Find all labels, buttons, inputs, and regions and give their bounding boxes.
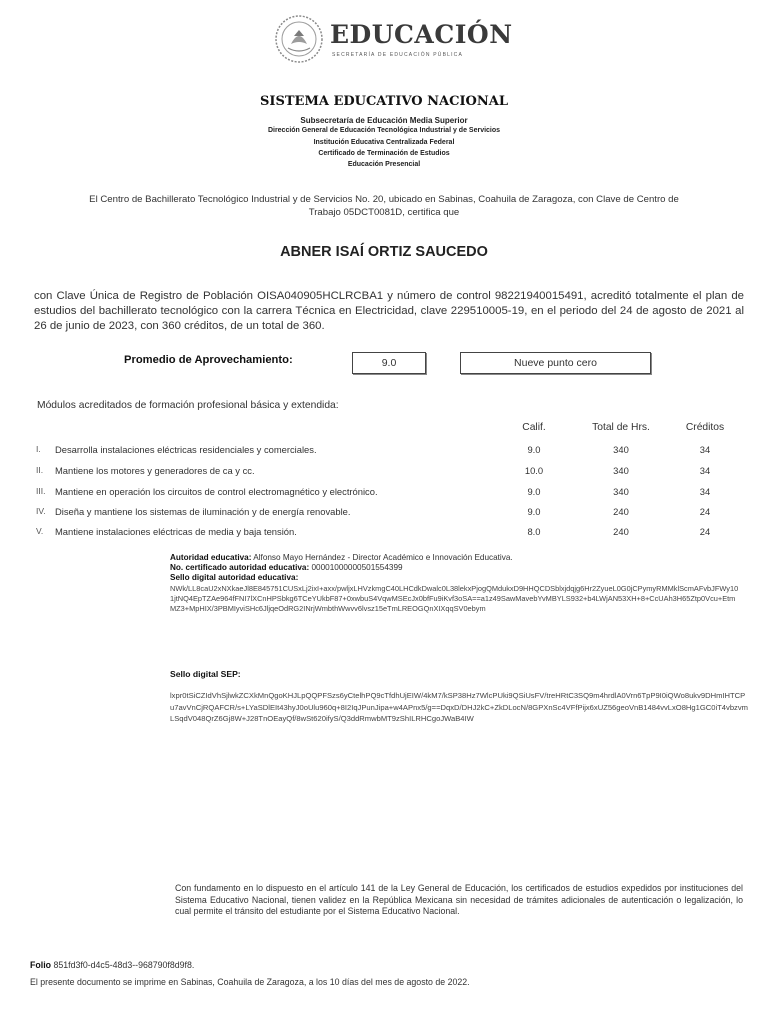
average-text-box: Nueve punto cero xyxy=(460,352,651,374)
module-grade: 9.0 xyxy=(527,506,541,517)
module-grade: 8.0 xyxy=(527,526,541,537)
print-statement: El presente documento se imprime en Sabinas, Coahuila de Zaragoza, a los 10 días del mes de agosto de 2022. xyxy=(30,977,470,987)
module-row xyxy=(0,526,768,546)
authority-block xyxy=(170,553,740,614)
header-line: Subsecretaría de Educación Media Superior xyxy=(300,116,468,125)
module-credits: 24 xyxy=(699,506,711,517)
module-name: Mantiene en operación los circuitos de control electromagnético y electrónico. xyxy=(55,486,378,497)
system-title: SISTEMA EDUCATIVO NACIONAL xyxy=(260,94,508,109)
legal-notice: Con fundamento en lo dispuesto en el artículo 141 de la Ley General de Educación, los certificados de estudios expedidos por instituciones del Sistema Educativo Nacional, tienen validez en la República Mexicana sin necesidad de trámites adicionales de autenticación o legalización, lo cual permite el tránsito del estudiante por el Sistema Educativo Nacional. xyxy=(175,883,743,917)
header-line: Institución Educativa Centralizada Federal xyxy=(313,139,455,146)
module-hours: 240 xyxy=(613,506,629,517)
brand-title: EDUCACIÓN xyxy=(330,20,513,49)
module-credits: 34 xyxy=(699,465,711,476)
module-hours: 340 xyxy=(613,465,629,476)
folio-label: Folio xyxy=(30,960,52,970)
national-seal-icon xyxy=(274,14,324,64)
module-name: Diseña y mantiene los sistemas de iluminación y de energía renovable. xyxy=(55,506,351,517)
average-label: Promedio de Aprovechamiento: xyxy=(124,354,293,366)
module-grade: 9.0 xyxy=(527,444,541,455)
module-row xyxy=(0,486,768,506)
module-number: V. xyxy=(36,526,44,536)
module-hours: 340 xyxy=(613,486,629,497)
column-header-calif: Calif. xyxy=(522,422,546,433)
module-number: II. xyxy=(36,465,44,475)
header-line: Educación Presencial xyxy=(347,161,421,168)
authority-line xyxy=(170,553,740,563)
authority-label: Autoridad educativa: xyxy=(170,553,252,562)
header-line: Certificado de Terminación de Estudios xyxy=(318,150,450,157)
header-line: Dirección General de Educación Tecnológica Industrial y de Servicios xyxy=(267,127,501,134)
column-header-credits: Créditos xyxy=(685,422,725,433)
module-number: I. xyxy=(36,444,41,454)
modules-title: Módulos acreditados de formación profesional básica y extendida: xyxy=(37,400,339,411)
module-name: Mantiene instalaciones eléctricas de media y baja tensión. xyxy=(55,526,297,537)
module-hours: 240 xyxy=(613,526,629,537)
module-row xyxy=(0,506,768,526)
sep-seal-title: Sello digital SEP: xyxy=(170,669,241,679)
header-logo xyxy=(268,14,513,66)
module-row xyxy=(0,465,768,485)
sep-digital-seal: lxpr0tSiCZIdVhSjlwkZCXkMnQgoKHJLpQQPFSzs6yCtelhPQ9cTfdhUjEIW/4kM7/kSP38Hz7WlcPUki9QSiUsFV/treHRtC3SQ9m4hrdlA0Vrn6TpP9I0iQWo8ukv9DHmIHTCPu7avVnCjRQAFCR/s+LYaSDlEIt43hyJ0oUlu960q+8I2IqJPunJipa+w4APnx5/g==DqxD/DHJ2kC+ZkDLocN/8GPXnSc4VFfPijx6xUZ56geoVnB1484vvLxO8Hg1GC0iT4vbzvmLSqdV048QrZ6Gj8W+J28TnOEayQf/8wSt620ifyS/Q3ddRmwbMT9zShILRHCgoJWaB4IW xyxy=(170,691,748,724)
folio-line xyxy=(30,960,194,970)
authority-value: Alfonso Mayo Hernández - Director Académico e Innovación Educativa. xyxy=(253,553,513,562)
brand-subtitle: SECRETARÍA DE EDUCACIÓN PÚBLICA xyxy=(332,52,464,58)
module-name: Mantiene los motores y generadores de ca y cc. xyxy=(55,465,255,476)
module-credits: 24 xyxy=(699,526,711,537)
column-header-hours: Total de Hrs. xyxy=(592,422,650,433)
module-hours: 340 xyxy=(613,444,629,455)
module-grade: 10.0 xyxy=(524,465,544,476)
authority-cert-line xyxy=(170,563,740,573)
certification-paragraph: con Clave Única de Registro de Población OISA040905HCLRCBA1 y número de control 98221940015491, acreditó totalmente el plan de estudios del bachillerato tecnológico con la carrera Técnica en Electricidad, clave 229510005-19, en el periodo del 24 de agosto de 2021 al 26 de junio de 2023, con 360 créditos, de un total de 360. xyxy=(34,290,744,332)
module-row xyxy=(0,444,768,464)
authority-sig-label: Sello digital autoridad educativa: xyxy=(170,573,299,583)
module-number: III. xyxy=(36,486,46,496)
module-name: Desarrolla instalaciones eléctricas residenciales y comerciales. xyxy=(55,444,317,455)
folio-value: 851fd3f0-d4c5-48d3--968790f8d9f8. xyxy=(53,960,195,970)
module-grade: 9.0 xyxy=(527,486,541,497)
module-credits: 34 xyxy=(699,486,711,497)
module-credits: 34 xyxy=(699,444,711,455)
intro-text: El Centro de Bachillerato Tecnológico Industrial y de Servicios No. 20, ubicado en Sabinas, Coahuila de Zaragoza, con Clave de Centro de Trabajo 05DCT0081D, certifica que xyxy=(89,194,679,218)
average-value-box: 9.0 xyxy=(352,352,426,374)
authority-cert-value: 00001000000501554399 xyxy=(311,563,403,573)
student-name: ABNER ISAÍ ORTIZ SAUCEDO xyxy=(280,244,488,260)
authority-cert-label: No. certificado autoridad educativa: xyxy=(170,563,310,573)
module-number: IV. xyxy=(36,506,46,516)
authority-digital-seal: NWk/LL8caU2xNXkaeJl8E845751CUSxLj2ixI+axx/pwljxLHVzkmgC40LHCdkDwalc0L38lekxPjogQMdukxD9HHQCDSblxjdqjg6Hr2ZyueL0G0jCPymyRMMklScmAFvbJFWy101jtNQ4EpTZAe964fFNI7lXCnHPSbkg6TCeYUkbF87+0xwbuS4VqwMSEcJx0bfFu9iKvf3oSA==a1z49SawMavebYvMBYLS932+b4LWjAN53XH+8+CcUAh3H65Ztp0Vcu+EtmMZ3+MpHIX/3PBMIyviSHc6JljqeOdRG2INrjWmbthWwvv6lvsz15eTmLREOGQnXIXqqSV0ebym xyxy=(170,583,739,614)
